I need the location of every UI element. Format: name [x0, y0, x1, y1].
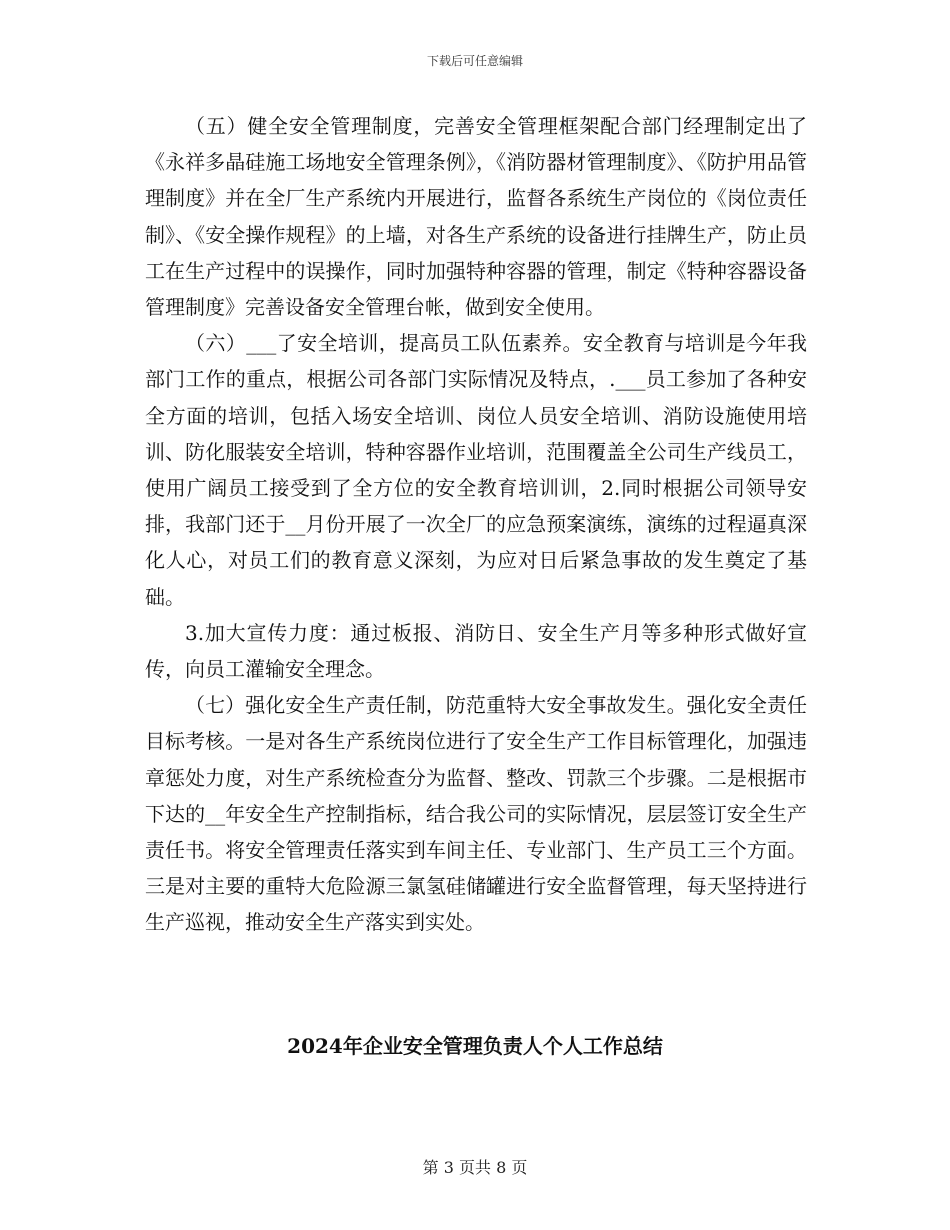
page-header: 下载后可任意编辑 [426, 54, 523, 68]
paragraph-7: （七）强化安全生产责任制，防范重特大安全事故发生。强化安全责任目标考核。一是对各生产系统岗位进行了安全生产工作目标管理化，加强违章惩处力度，对生产系统检查分为监督、整改、罚款三个步骤。二是根据市下达的__年安全生产控制指标，结合我公司的实际情况，层层签订安全生产责任书。将安全管理责任落实到车间主任、专业部门、生产员工三个方面。三是对主要的重特大危险源三氯氢硅储罐进行安全监督管理，每天坚持进行生产巡视，推动安全生产落实到实处。 [145, 693, 807, 935]
paragraph-6: （六）___了安全培训，提高员工队伍素养。安全教育与培训是今年我部门工作的重点，根据公司各部门实际情况及特点，.___员工参加了各种安全方面的培训，包括入场安全培训、岗位人员安全培训、消防设施使用培训、防化服装安全培训，特种容器作业培训，范围覆盖全公司生产线员工，使用广阔员工接受到了全方位的安全教育培训训，2.同时根据公司领导安排，我部门还于__月份开展了一次全厂的应急预案演练，演练的过程逼真深化人心，对员工们的教育意义深刻，为应对日后紧急事故的发生奠定了基础。 [145, 331, 807, 609]
document-title: 2024年企业安全管理负责人个人工作总结 [287, 1034, 663, 1058]
paragraph-5: （五）健全安全管理制度，完善安全管理框架配合部门经理制定出了《永祥多晶硅施工场地安全管理条例》，《消防器材管理制度》、《防护用品管理制度》并在全厂生产系统内开展进行，监督各系统生产岗位的《岗位责任制》、《安全操作规程》的上墙，对各生产系统的设备进行挂牌生产，防止员工在生产过程中的误操作，同时加强特种容器的管理，制定《特种容器设备管理制度》完善设备安全管理台帐，做到安全使用。 [145, 114, 807, 320]
document-body [145, 108, 807, 941]
page-footer: 第 3 页共 8 页 [422, 1158, 528, 1177]
paragraph-publicity: 3.加大宣传力度：通过板报、消防日、安全生产月等多种形式做好宣传，向员工灌输安全理念。 [145, 620, 807, 682]
